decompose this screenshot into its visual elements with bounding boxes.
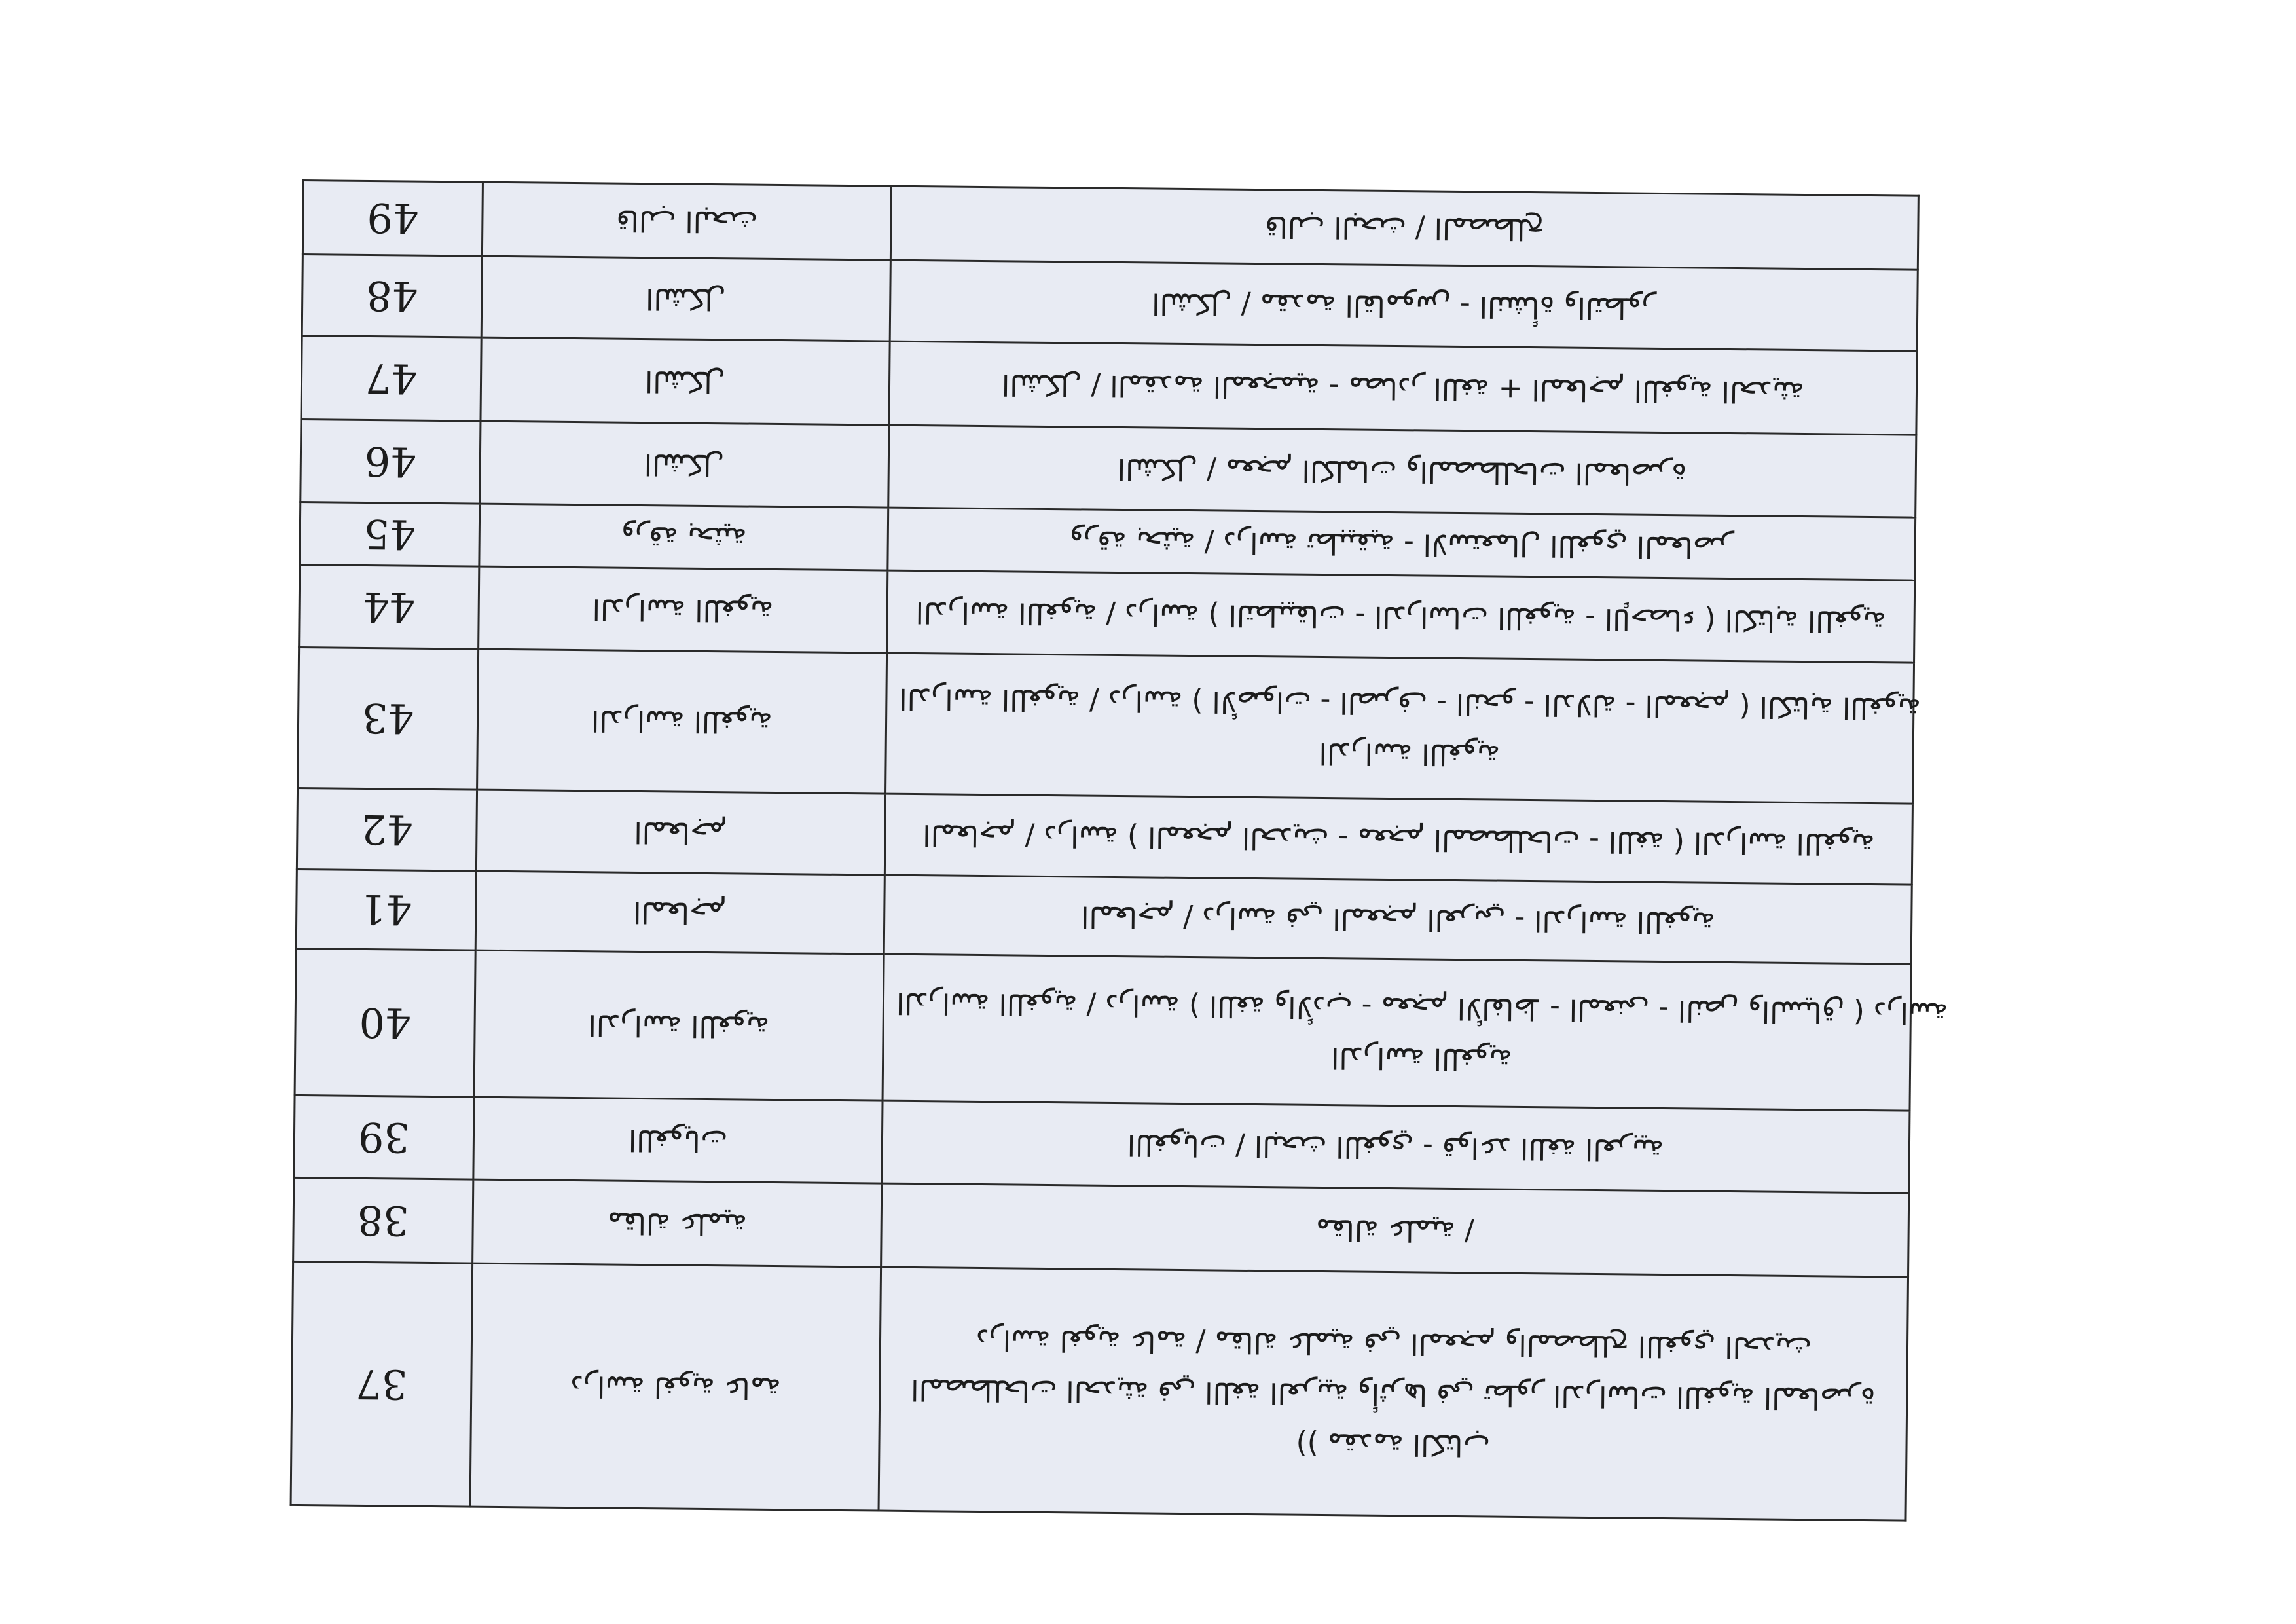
table-row	[294, 1096, 1910, 1194]
type-text: دراسة لغوية عامة	[570, 1369, 781, 1405]
table-body	[291, 181, 1948, 1521]
row-number: 44	[363, 582, 416, 631]
type-text: الدراسة اللغوية	[591, 703, 773, 739]
type-text: قالب البحث	[615, 204, 757, 239]
type-text: الدراسة اللغوية	[592, 591, 774, 627]
title-text: قالب البحث / المصطلح	[1264, 210, 1544, 246]
title-cell	[888, 507, 1916, 580]
title-cell	[888, 425, 1916, 517]
row-number-cell	[300, 502, 480, 566]
type-cell	[476, 790, 885, 875]
table-row	[301, 335, 1917, 435]
title-cell	[883, 954, 1948, 1111]
title-cell	[882, 1101, 1910, 1193]
type-cell	[481, 337, 890, 425]
type-cell	[477, 649, 887, 794]
title-text: المعاجم / دراسة ( المعجم الحديث - معجم المصطلحات - اللغة ) الدراسة اللغوية	[922, 817, 1875, 860]
title-text: الشكل / معجم الكلمات والمصطلحات المعاصرة	[1117, 451, 1687, 491]
type-cell	[470, 1263, 881, 1511]
type-text: الدراسة اللغوية	[588, 1008, 770, 1044]
title-line: دراسة لغوية عامة / مقالة علمية في المعجم والمصطلح اللغوي الحديث	[975, 1323, 1812, 1365]
title-cell	[881, 1183, 1909, 1277]
title-text: مقالة علمية /	[1315, 1213, 1474, 1248]
row-number: 40	[359, 999, 411, 1047]
row-number-cell	[299, 564, 479, 649]
table-row	[298, 647, 1914, 803]
row-number-cell	[302, 181, 483, 257]
row-number: 43	[361, 694, 414, 743]
title-line: الدراسة اللغوية / دراسة ( اللغة والأدب - معجم الألفاظ - المعنى - النص والسياق ) دراسة	[896, 986, 1948, 1029]
type-text: الشكل	[645, 363, 726, 399]
title-line: الدراسة اللغوية	[1330, 1040, 1512, 1076]
title-text: الدراسة اللغوية / دراسة ( التطبيقات - الدراسات اللغوية - الإحصاء ) الكتابة اللغوية	[915, 595, 1887, 638]
table-row	[293, 1178, 1909, 1278]
table-row	[301, 420, 1916, 518]
type-cell	[481, 256, 890, 341]
row-number: 47	[365, 354, 418, 403]
row-number: 42	[361, 805, 413, 854]
title-cell	[884, 794, 1912, 885]
row-number: 38	[357, 1196, 410, 1245]
title-text: ورقة بحثية / دراسة تطبيقية - الاستعمال اللغوي المعاصر	[1069, 524, 1734, 564]
table-row	[302, 254, 1918, 351]
row-number: 49	[367, 194, 419, 243]
title-cell	[887, 570, 1915, 663]
type-text: ورقة بحثية	[621, 519, 747, 555]
table-row	[291, 1262, 1908, 1521]
title-cell	[884, 875, 1912, 965]
table-container	[290, 179, 1948, 1522]
type-cell	[479, 566, 888, 653]
row-number-cell	[297, 788, 477, 870]
title-line: الدراسة اللغوية	[1319, 735, 1501, 771]
row-number-cell	[296, 869, 476, 950]
row-number: 37	[355, 1359, 408, 1409]
title-line: (( مقدمة الكتاب	[1296, 1426, 1490, 1462]
row-number-cell	[294, 1096, 474, 1180]
type-cell	[480, 421, 889, 507]
row-number: 45	[363, 509, 416, 559]
table-row	[297, 788, 1912, 885]
type-cell	[474, 950, 884, 1101]
row-number-cell	[291, 1262, 473, 1507]
title-cell	[890, 260, 1918, 351]
row-number: 39	[357, 1113, 410, 1162]
row-number-cell	[298, 647, 479, 790]
row-number-cell	[293, 1178, 473, 1264]
table-row	[296, 869, 1912, 964]
title-cell	[886, 653, 1922, 803]
row-number-cell	[301, 420, 481, 504]
type-cell	[473, 1179, 882, 1267]
title-line: الدراسة اللغوية / دراسة ( الأصوات - الصرف - النحو - الدلالة - المعجم ) الكتابة اللغوية	[899, 681, 1922, 725]
type-text: المعاجم	[633, 895, 727, 930]
type-cell	[473, 1097, 883, 1183]
row-number-cell	[295, 949, 475, 1097]
table-row	[299, 564, 1915, 663]
type-text: اللغويات	[628, 1122, 728, 1158]
type-text: الشكل	[644, 447, 725, 482]
title-lines	[911, 1322, 1876, 1466]
type-text: المعاجم	[634, 815, 728, 849]
title-text: الشكل / المقدمة المعجمية - مصادر اللغة + المعاجم اللغوية الحديثة	[1001, 367, 1805, 409]
title-text: الشكل / مقدمة القاموس - النشأة والتطور	[1152, 286, 1656, 325]
title-cell	[890, 186, 1918, 270]
index-table	[290, 179, 1948, 1522]
title-lines	[896, 986, 1948, 1079]
row-number: 41	[359, 885, 412, 934]
row-number-cell	[301, 335, 481, 421]
type-cell	[475, 871, 884, 955]
title-text: المعاجم / دراسة في المعجم العربي - الدراسة اللغوية	[1080, 899, 1715, 940]
title-line: المصطلحات الحديثة في اللغة العربية وأثرها في تطور الدراسات اللغوية المعاصرة	[911, 1373, 1876, 1416]
row-number-cell	[302, 254, 482, 337]
title-cell	[889, 341, 1917, 435]
title-lines	[898, 681, 1921, 775]
row-number: 46	[364, 437, 417, 486]
type-cell	[482, 182, 891, 260]
table-row	[295, 949, 1911, 1111]
row-number: 48	[365, 271, 418, 320]
type-cell	[479, 504, 888, 570]
type-text: مقالة علمية	[607, 1206, 748, 1241]
title-cell	[879, 1267, 1908, 1521]
title-text: اللغويات / البحث اللغوي - قواعد اللغة العربية	[1127, 1128, 1664, 1167]
type-text: الشكل	[646, 281, 727, 316]
